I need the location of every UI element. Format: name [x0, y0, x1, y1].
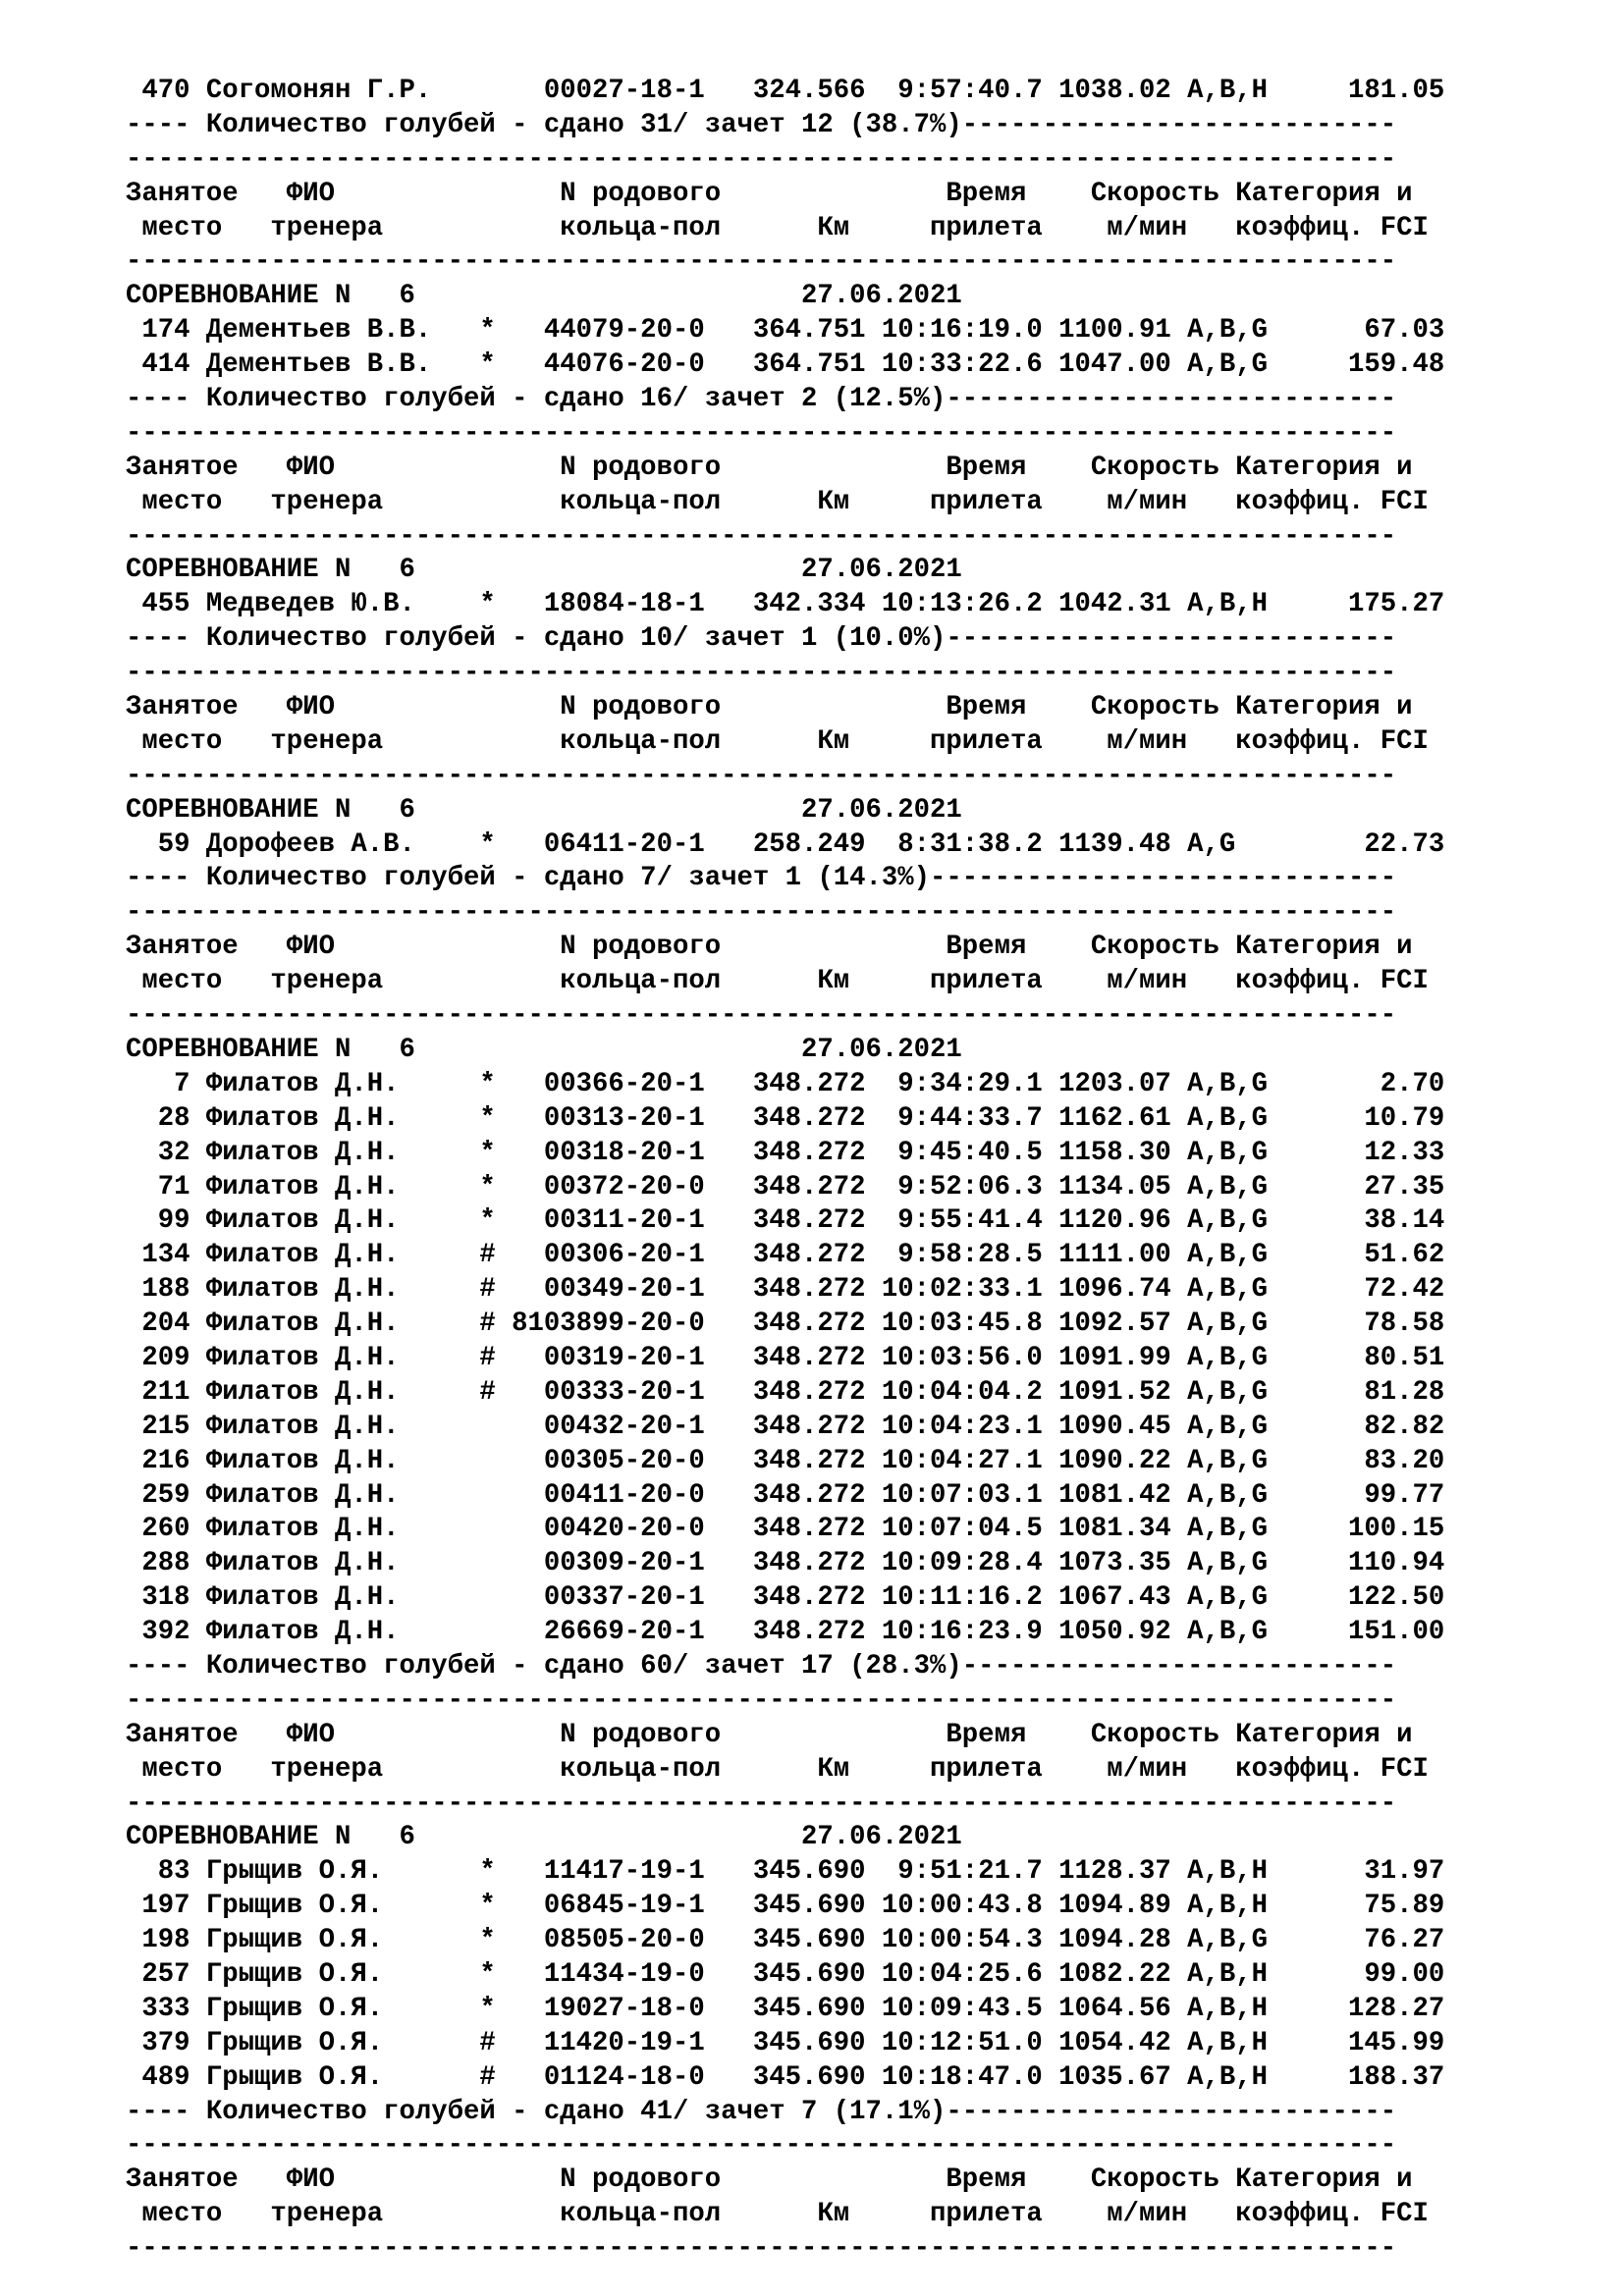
- result-row: 174 Дементьев В.В. * 44079-20-0 364.751 10:16:19.0 1100.91 A,B,G 67.03: [126, 315, 1445, 347]
- result-row: 288 Филатов Д.Н. 00309-20-1 348.272 10:09:28.4 1073.35 A,B,G 110.94: [126, 1548, 1445, 1579]
- divider-line: -------------------------------------------------------------------------------: [126, 1788, 1397, 1819]
- column-header-row1: Занятое ФИО N родового Время Скорость Категория и: [126, 2164, 1413, 2196]
- divider-line: -------------------------------------------------------------------------------: [126, 2233, 1397, 2265]
- result-row: 257 Грыщив О.Я. * 11434-19-0 345.690 10:04:25.6 1082.22 A,B,H 99.00: [126, 1958, 1445, 1990]
- column-header-row1: Занятое ФИО N родового Время Скорость Категория и: [126, 452, 1413, 483]
- result-row: 392 Филатов Д.Н. 26669-20-1 348.272 10:16:23.9 1050.92 A,B,G 151.00: [126, 1617, 1445, 1648]
- divider-line: -------------------------------------------------------------------------------: [126, 658, 1397, 689]
- results-report: [126, 75, 1598, 2267]
- divider-line: -------------------------------------------------------------------------------: [126, 2130, 1397, 2162]
- result-row: 134 Филатов Д.Н. # 00306-20-1 348.272 9:58:28.5 1111.00 A,B,G 51.62: [126, 1240, 1445, 1271]
- divider-line: -------------------------------------------------------------------------------: [126, 246, 1397, 278]
- competition-title: СОРЕВНОВАНИЕ N 6 27.06.2021: [126, 555, 962, 586]
- result-row: 333 Грыщив О.Я. * 19027-18-0 345.690 10:09:43.5 1064.56 A,B,H 128.27: [126, 1993, 1445, 2024]
- result-row: 470 Согомонян Г.Р. 00027-18-1 324.566 9:57:40.7 1038.02 A,B,H 181.05: [126, 76, 1445, 106]
- result-row: 28 Филатов Д.Н. * 00313-20-1 348.272 9:44:33.7 1162.61 A,B,G 10.79: [126, 1102, 1445, 1134]
- column-header-row1: Занятое ФИО N родового Время Скорость Категория и: [126, 932, 1413, 963]
- result-row: 318 Филатов Д.Н. 00337-20-1 348.272 10:11:16.2 1067.43 A,B,G 122.50: [126, 1582, 1445, 1614]
- result-row: 7 Филатов Д.Н. * 00366-20-1 348.272 9:34:29.1 1203.07 A,B,G 2.70: [126, 1068, 1445, 1099]
- divider-line: -------------------------------------------------------------------------------: [126, 760, 1397, 791]
- divider-line: -------------------------------------------------------------------------------: [126, 1000, 1397, 1032]
- divider-line: -------------------------------------------------------------------------------: [126, 1684, 1397, 1716]
- competition-title: СОРЕВНОВАНИЕ N 6 27.06.2021: [126, 1822, 962, 1853]
- summary-line: ---- Количество голубей - сдано 7/ зачет 1 (14.3%)-----------------------------: [126, 863, 1397, 894]
- divider-line: -------------------------------------------------------------------------------: [126, 897, 1397, 929]
- result-row: 59 Дорофеев А.В. * 06411-20-1 258.249 8:31:38.2 1139.48 A,G 22.73: [126, 828, 1445, 860]
- competition-title: СОРЕВНОВАНИЕ N 6 27.06.2021: [126, 281, 962, 312]
- column-header-row2: место тренера кольца-пол Км прилета м/мин коэффиц. FCI: [126, 725, 1429, 757]
- result-row: 455 Медведев Ю.В. * 18084-18-1 342.334 10:13:26.2 1042.31 A,B,H 175.27: [126, 589, 1445, 620]
- result-row: 198 Грыщив О.Я. * 08505-20-0 345.690 10:00:54.3 1094.28 A,B,G 76.27: [126, 1925, 1445, 1956]
- result-row: 204 Филатов Д.Н. # 8103899-20-0 348.272 10:03:45.8 1092.57 A,B,G 78.58: [126, 1308, 1445, 1340]
- result-row: 209 Филатов Д.Н. # 00319-20-1 348.272 10:03:56.0 1091.99 A,B,G 80.51: [126, 1342, 1445, 1373]
- result-row: 414 Дементьев В.В. * 44076-20-0 364.751 10:33:22.6 1047.00 A,B,G 159.48: [126, 349, 1445, 381]
- column-header-row2: место тренера кольца-пол Км прилета м/мин коэффиц. FCI: [126, 1753, 1429, 1785]
- result-row: 99 Филатов Д.Н. * 00311-20-1 348.272 9:55:41.4 1120.96 A,B,G 38.14: [126, 1205, 1445, 1237]
- result-row: 259 Филатов Д.Н. 00411-20-0 348.272 10:07:03.1 1081.42 A,B,G 99.77: [126, 1479, 1445, 1511]
- summary-line: ---- Количество голубей - сдано 31/ зачет 12 (38.7%)---------------------------: [126, 109, 1397, 140]
- result-row: 489 Грыщив О.Я. # 01124-18-0 345.690 10:18:47.0 1035.67 A,B,H 188.37: [126, 2061, 1445, 2093]
- competition-title: СОРЕВНОВАНИЕ N 6 27.06.2021: [126, 794, 962, 826]
- divider-line: -------------------------------------------------------------------------------: [126, 520, 1397, 552]
- column-header-row2: место тренера кольца-пол Км прилета м/мин коэффиц. FCI: [126, 486, 1429, 517]
- divider-line: -------------------------------------------------------------------------------: [126, 417, 1397, 449]
- result-row: 260 Филатов Д.Н. 00420-20-0 348.272 10:07:04.5 1081.34 A,B,G 100.15: [126, 1514, 1445, 1545]
- column-header-row2: место тренера кольца-пол Км прилета м/мин коэффиц. FCI: [126, 2199, 1429, 2230]
- result-row: 188 Филатов Д.Н. # 00349-20-1 348.272 10:02:33.1 1096.74 A,B,G 72.42: [126, 1274, 1445, 1306]
- summary-line: ---- Количество голубей - сдано 16/ зачет 2 (12.5%)----------------------------: [126, 384, 1397, 415]
- column-header-row1: Занятое ФИО N родового Время Скорость Категория и: [126, 1719, 1413, 1750]
- column-header-row1: Занятое ФИО N родового Время Скорость Категория и: [126, 178, 1413, 209]
- result-row: 215 Филатов Д.Н. 00432-20-1 348.272 10:04:23.1 1090.45 A,B,G 82.82: [126, 1411, 1445, 1442]
- competition-title: СОРЕВНОВАНИЕ N 6 27.06.2021: [126, 1034, 962, 1065]
- summary-line: ---- Количество голубей - сдано 41/ зачет 7 (17.1%)----------------------------: [126, 2096, 1397, 2127]
- result-row: 71 Филатов Д.Н. * 00372-20-0 348.272 9:52:06.3 1134.05 A,B,G 27.35: [126, 1171, 1445, 1202]
- column-header-row2: место тренера кольца-пол Км прилета м/мин коэффиц. FCI: [126, 966, 1429, 997]
- result-row: 197 Грыщив О.Я. * 06845-19-1 345.690 10:00:43.8 1094.89 A,B,H 75.89: [126, 1891, 1445, 1922]
- summary-line: ---- Количество голубей - сдано 60/ зачет 17 (28.3%)---------------------------: [126, 1650, 1397, 1682]
- result-row: 83 Грыщив О.Я. * 11417-19-1 345.690 9:51:21.7 1128.37 A,B,H 31.97: [126, 1856, 1445, 1888]
- column-header-row2: место тренера кольца-пол Км прилета м/мин коэффиц. FCI: [126, 212, 1429, 243]
- column-header-row1: Занятое ФИО N родового Время Скорость Категория и: [126, 692, 1413, 723]
- summary-line: ---- Количество голубей - сдано 10/ зачет 1 (10.0%)----------------------------: [126, 623, 1397, 655]
- result-row: 211 Филатов Д.Н. # 00333-20-1 348.272 10:04:04.2 1091.52 A,B,G 81.28: [126, 1376, 1445, 1408]
- result-row: 216 Филатов Д.Н. 00305-20-0 348.272 10:04:27.1 1090.22 A,B,G 83.20: [126, 1445, 1445, 1476]
- result-row: 32 Филатов Д.Н. * 00318-20-1 348.272 9:45:40.5 1158.30 A,B,G 12.33: [126, 1137, 1445, 1168]
- result-row: 379 Грыщив О.Я. # 11420-19-1 345.690 10:12:51.0 1054.42 A,B,H 145.99: [126, 2027, 1445, 2058]
- divider-line: -------------------------------------------------------------------------------: [126, 143, 1397, 175]
